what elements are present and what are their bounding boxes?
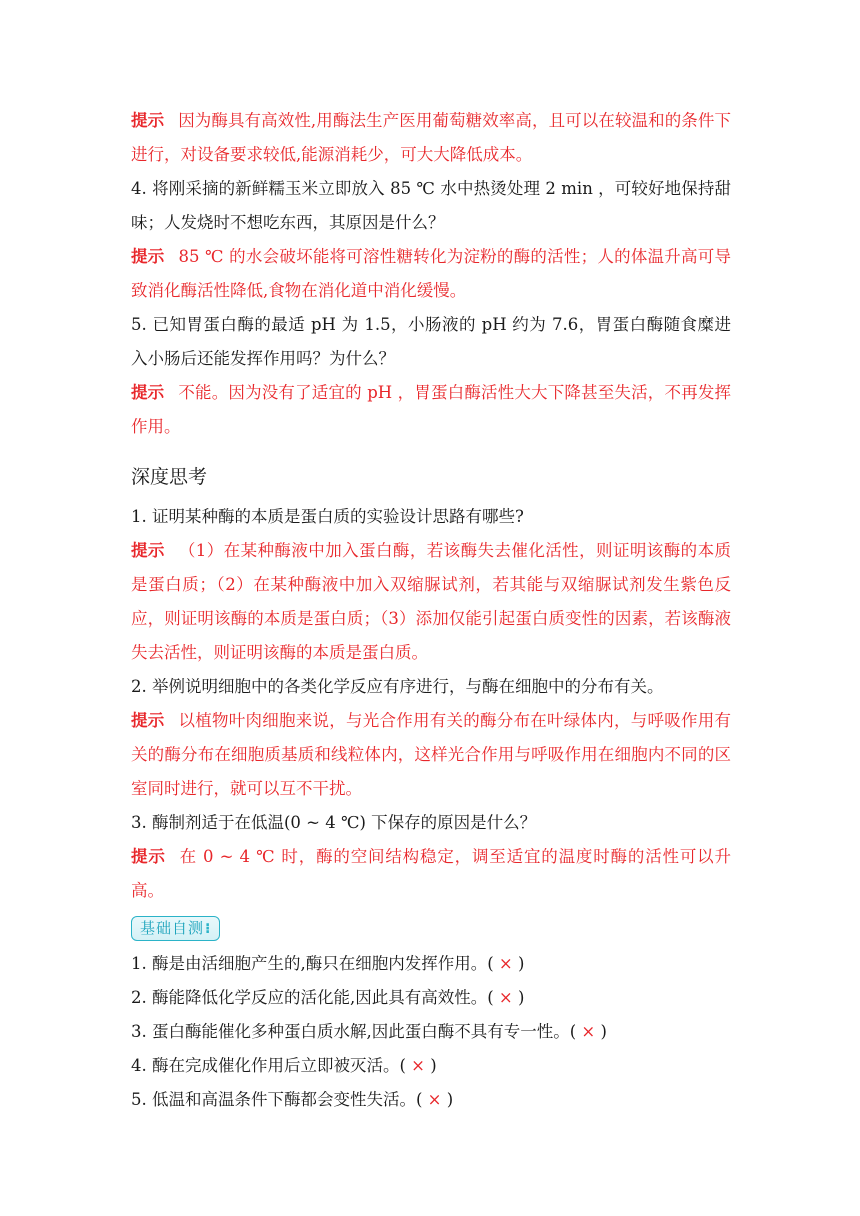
hint-paragraph [131,240,731,308]
quiz-list [131,947,731,1117]
qa-block-basic [131,104,731,444]
hint-label: 提示 [131,111,165,130]
hint-text: 因为酶具有高效性,用酶法生产医用葡萄糖效率高，且可以在较温和的条件下进行，对设备要求较低,能源消耗少，可大大降低成本。 [131,111,731,164]
quiz-close-paren: ) [518,988,525,1007]
hint-text: 85 ℃ 的水会破坏能将可溶性糖转化为淀粉的酶的活性；人的体温升高可导致消化酶活性降低,食物在消化道中消化缓慢。 [131,247,732,300]
quiz-statement: 2. 酶能降低化学反应的活化能,因此具有高效性。( [131,988,494,1007]
hint-paragraph [131,534,731,670]
hint-paragraph [131,704,731,806]
question-text: 1. 证明某种酶的本质是蛋白质的实验设计思路有哪些? [131,507,524,526]
cross-mark-icon: × [493,988,518,1007]
quiz-close-paren: ) [430,1056,437,1075]
quiz-statement: 1. 酶是由活细胞产生的,酶只在细胞内发挥作用。( [131,954,494,973]
section-title: 深度思考 [131,466,208,488]
badge-label: 基础自测 [140,919,205,937]
quiz-close-paren: ) [600,1022,607,1041]
hint-paragraph [131,376,731,444]
quiz-statement: 4. 酶在完成催化作用后立即被灭活。( [131,1056,406,1075]
cross-mark-icon: × [405,1056,431,1075]
question-text: 4. 将刚采摘的新鲜糯玉米立即放入 85 ℃ 水中热烫处理 2 min ，可较好地保持甜味；人发烧时不想吃东西，其原因是什么？ [131,179,731,232]
hint-text: 不能。因为没有了适宜的 pH ，胃蛋白酶活性大大下降甚至失活，不再发挥作用。 [131,383,731,436]
question-paragraph [131,806,731,840]
basic-self-test-badge [131,916,220,941]
qa-block-deep-thinking [131,500,731,908]
hint-text: 在 0 ~ 4 ℃ 时，酶的空间结构稳定，调至适宜的温度时酶的活性可以升高。 [131,847,731,900]
question-text: 2. 举例说明细胞中的各类化学反应有序进行，与酶在细胞中的分布有关。 [131,677,664,696]
page-content [131,104,731,1117]
hint-text: （1）在某种酶液中加入蛋白酶，若该酶失去催化活性，则证明该酶的本质是蛋白质；（2）在某种酶液中加入双缩脲试剂，若其能与双缩脲试剂发生紫色反应，则证明该酶的本质是蛋白质；（3）添加仅能引起蛋白质变性的因素，若该酶液失去活性，则证明该酶的本质是蛋白质。 [131,541,732,662]
quiz-close-paren: ) [518,954,525,973]
question-paragraph [131,670,731,704]
question-text: 5. 已知胃蛋白酶的最适 pH 为 1.5，小肠液的 pH 约为 7.6，胃蛋白酶随食糜进入小肠后还能发挥作用吗？为什么？ [131,315,731,368]
quiz-item [131,1015,731,1049]
hint-label: 提示 [131,383,165,402]
hint-paragraph [131,840,731,908]
hint-paragraph [131,104,731,172]
hint-label: 提示 [131,247,165,266]
quiz-item [131,947,731,981]
quiz-item [131,1083,731,1117]
cross-mark-icon: × [422,1090,447,1109]
cross-mark-icon: × [576,1022,601,1041]
question-paragraph [131,500,731,534]
question-paragraph [131,308,731,376]
hint-label: 提示 [131,847,166,866]
hint-text: 以植物叶肉细胞来说，与光合作用有关的酶分布在叶绿体内，与呼吸作用有关的酶分布在细胞质基质和线粒体内，这样光合作用与呼吸作用在细胞内不同的区室同时进行，就可以互不干扰。 [131,711,731,798]
question-paragraph [131,172,731,240]
quiz-close-paren: ) [446,1090,454,1109]
cross-mark-icon: × [493,954,518,973]
question-text: 3. 酶制剂适于在低温(0 ~ 4 ℃) 下保存的原因是什么？ [131,813,537,832]
hint-label: 提示 [131,711,165,730]
badge-tail-icon: ⁝ [205,921,212,937]
quiz-item [131,981,731,1015]
quiz-statement: 3. 蛋白酶能催化多种蛋白质水解,因此蛋白酶不具有专一性。( [131,1022,577,1041]
quiz-item [131,1049,731,1083]
quiz-statement: 5. 低温和高温条件下酶都会变性失活。( [131,1090,423,1109]
hint-label: 提示 [131,541,165,560]
